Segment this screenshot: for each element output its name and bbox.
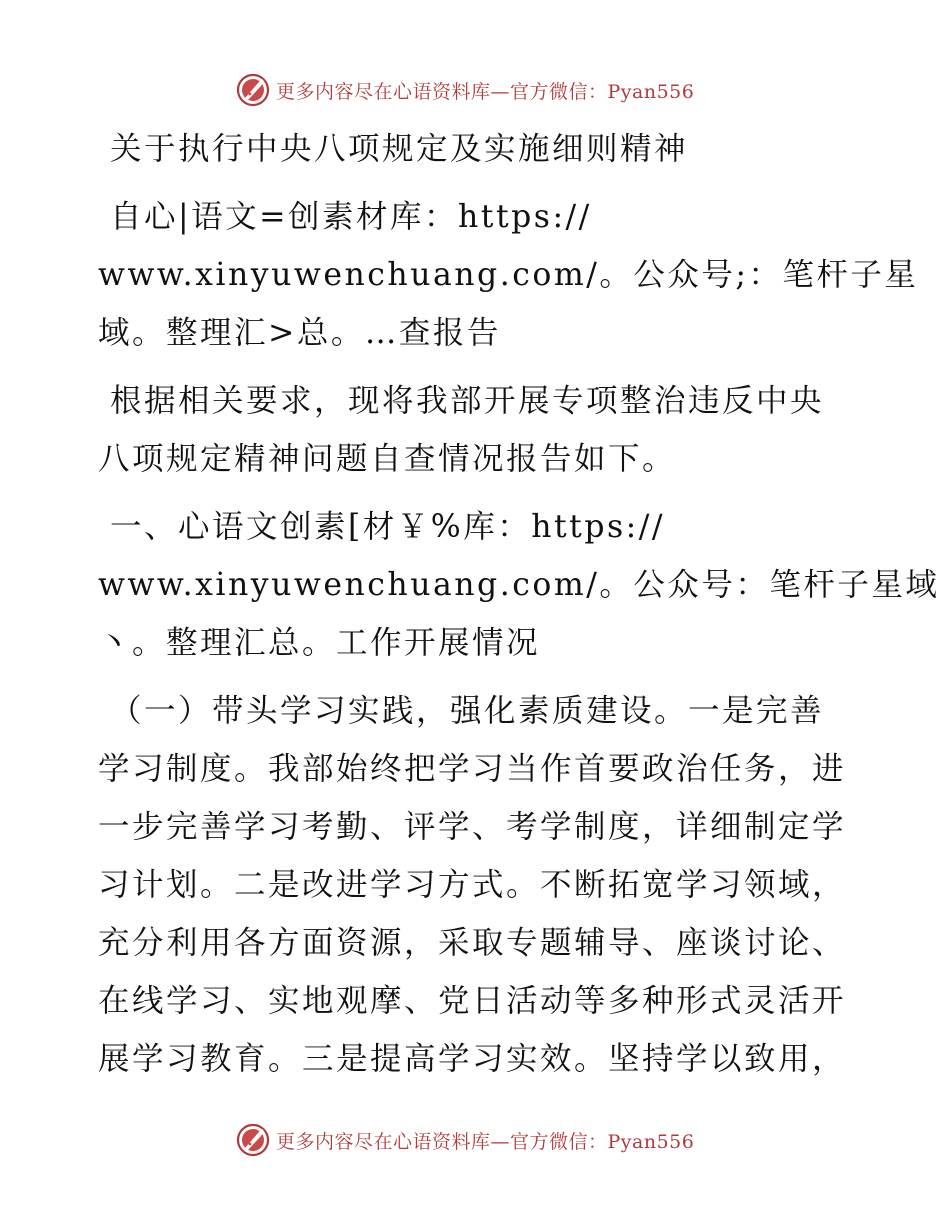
text-line: 展学习教育。三是提高学习实效。坚持学以致用， xyxy=(98,1041,847,1077)
text-line: 一步完善学习考勤、评学、考学制度，详细制定学 xyxy=(98,809,847,845)
text-line: （一）带头学习实践，强化素质建设。一是完善 xyxy=(110,693,825,729)
text-line: 学习制度。我部始终把学习当作首要政治任务，进 xyxy=(98,751,847,787)
text-line: www.xinyuwenchuang.com/。公众号;：笔杆子星 xyxy=(98,257,919,293)
footer-watermark xyxy=(236,1122,694,1158)
fountain-pen-seal-icon xyxy=(236,1123,270,1157)
text-line: 域。整理汇>总。…查报告 xyxy=(98,315,501,351)
text-line: 根据相关要求，现将我部开展专项整治违反中央 xyxy=(110,383,825,419)
text-line: 自心|语文=创素材库：https:// xyxy=(110,199,592,235)
text-line: 习计划。二是改进学习方式。不断拓宽学习领域， xyxy=(98,867,847,903)
watermark-text: 更多内容尽在心语资料库—官方微信：Pyan556 xyxy=(276,1130,695,1153)
text-line: www.xinyuwenchuang.com/。公众号：笔杆子星域 xyxy=(98,567,940,603)
watermark-text: 更多内容尽在心语资料库—官方微信：Pyan556 xyxy=(276,80,695,103)
document-body xyxy=(98,120,940,1088)
text-line: 在线学习、实地观摩、党日活动等多种形式灵活开 xyxy=(98,983,847,1019)
text-line: 八项规定精神问题自查情况报告如下。 xyxy=(98,441,677,477)
fountain-pen-seal-icon xyxy=(236,73,270,107)
text-line: 充分利用各方面资源，采取专题辅导、座谈讨论、 xyxy=(98,925,847,961)
paragraph xyxy=(98,682,858,1088)
document-title: 关于执行中央八项规定及实施细则精神 xyxy=(110,131,689,167)
text-line: 丶。整理汇总。工作开展情况 xyxy=(98,625,541,661)
header-watermark xyxy=(236,72,694,108)
section-heading xyxy=(98,498,940,672)
paragraph xyxy=(98,188,919,362)
text-line: 一、心语文创素[材￥%库：https:// xyxy=(110,509,665,545)
paragraph xyxy=(98,372,858,488)
